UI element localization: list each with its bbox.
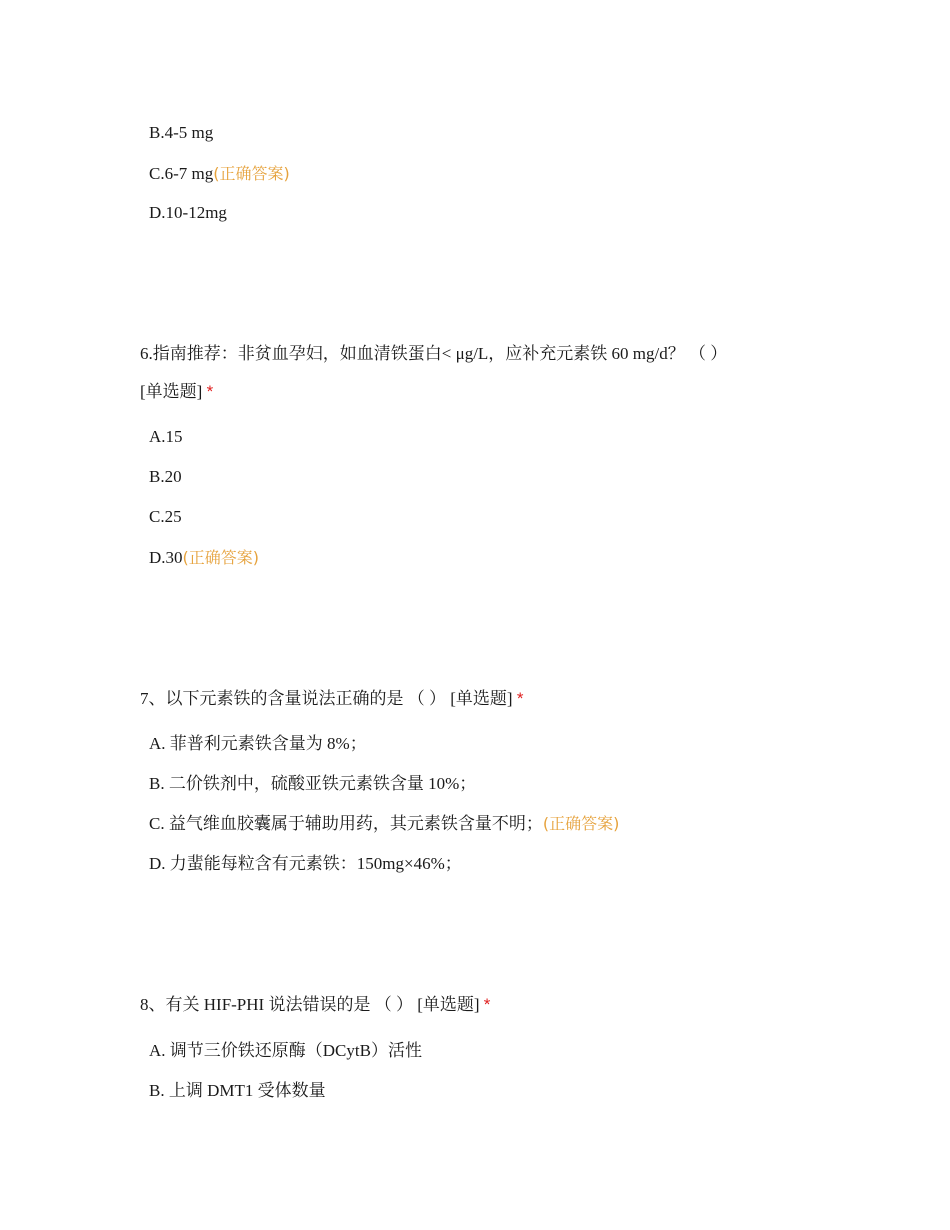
q7-option-d[interactable] <box>149 853 462 875</box>
q6-option-b[interactable] <box>149 466 182 488</box>
q8-option-a[interactable] <box>149 1040 422 1062</box>
question-text: 7、以下元素铁的含量说法正确的是 （ ） [单选题] <box>140 689 513 708</box>
option-text: C.25 <box>149 507 182 526</box>
question-text: 8、有关 HIF-PHI 说法错误的是 （ ） [单选题] <box>140 995 480 1014</box>
option-text: A. 调节三价铁还原酶（DCytB）活性 <box>149 1041 422 1060</box>
option-text: B.20 <box>149 467 182 486</box>
q5-option-b[interactable] <box>149 122 213 144</box>
option-text: C.6-7 mg <box>149 164 214 183</box>
required-mark: * <box>516 689 524 708</box>
q6-option-a[interactable] <box>149 426 183 448</box>
q6-option-c[interactable] <box>149 506 182 528</box>
q7-option-b[interactable] <box>149 773 476 795</box>
required-mark: * <box>483 995 491 1014</box>
question-type: [单选题] <box>140 382 203 401</box>
q5-option-d[interactable] <box>149 202 227 224</box>
q6-option-d[interactable] <box>149 547 259 569</box>
q7-title <box>140 688 523 710</box>
option-text: C. 益气维血胶囊属于辅助用药，其元素铁含量不明； <box>149 814 543 833</box>
q8-title <box>140 994 490 1016</box>
q7-option-a[interactable] <box>149 733 367 755</box>
q5-option-c[interactable] <box>149 163 290 185</box>
correct-answer-tag: (正确答案) <box>182 548 260 567</box>
option-text: A. 菲普利元素铁含量为 8%； <box>149 734 367 753</box>
q6-title-type <box>140 381 213 403</box>
option-text: D.10-12mg <box>149 203 227 222</box>
question-text: 6.指南推荐：非贫血孕妇，如血清铁蛋白< μg/L，应补充元素铁 60 mg/d？ （ ） <box>140 344 728 363</box>
q6-title <box>140 343 727 365</box>
option-text: D. 力蜚能每粒含有元素铁：150mg×46%； <box>149 854 462 873</box>
option-text: D.30 <box>149 548 183 567</box>
option-text: B. 二价铁剂中，硫酸亚铁元素铁含量 10%； <box>149 774 477 793</box>
option-text: B. 上调 DMT1 受体数量 <box>149 1081 326 1100</box>
correct-answer-tag: (正确答案) <box>542 814 620 833</box>
required-mark: * <box>206 382 214 401</box>
q7-option-c[interactable] <box>149 813 619 835</box>
correct-answer-tag: (正确答案) <box>213 164 290 183</box>
option-text: A.15 <box>149 427 183 446</box>
q8-option-b[interactable] <box>149 1080 326 1102</box>
option-text: B.4-5 mg <box>149 123 214 142</box>
